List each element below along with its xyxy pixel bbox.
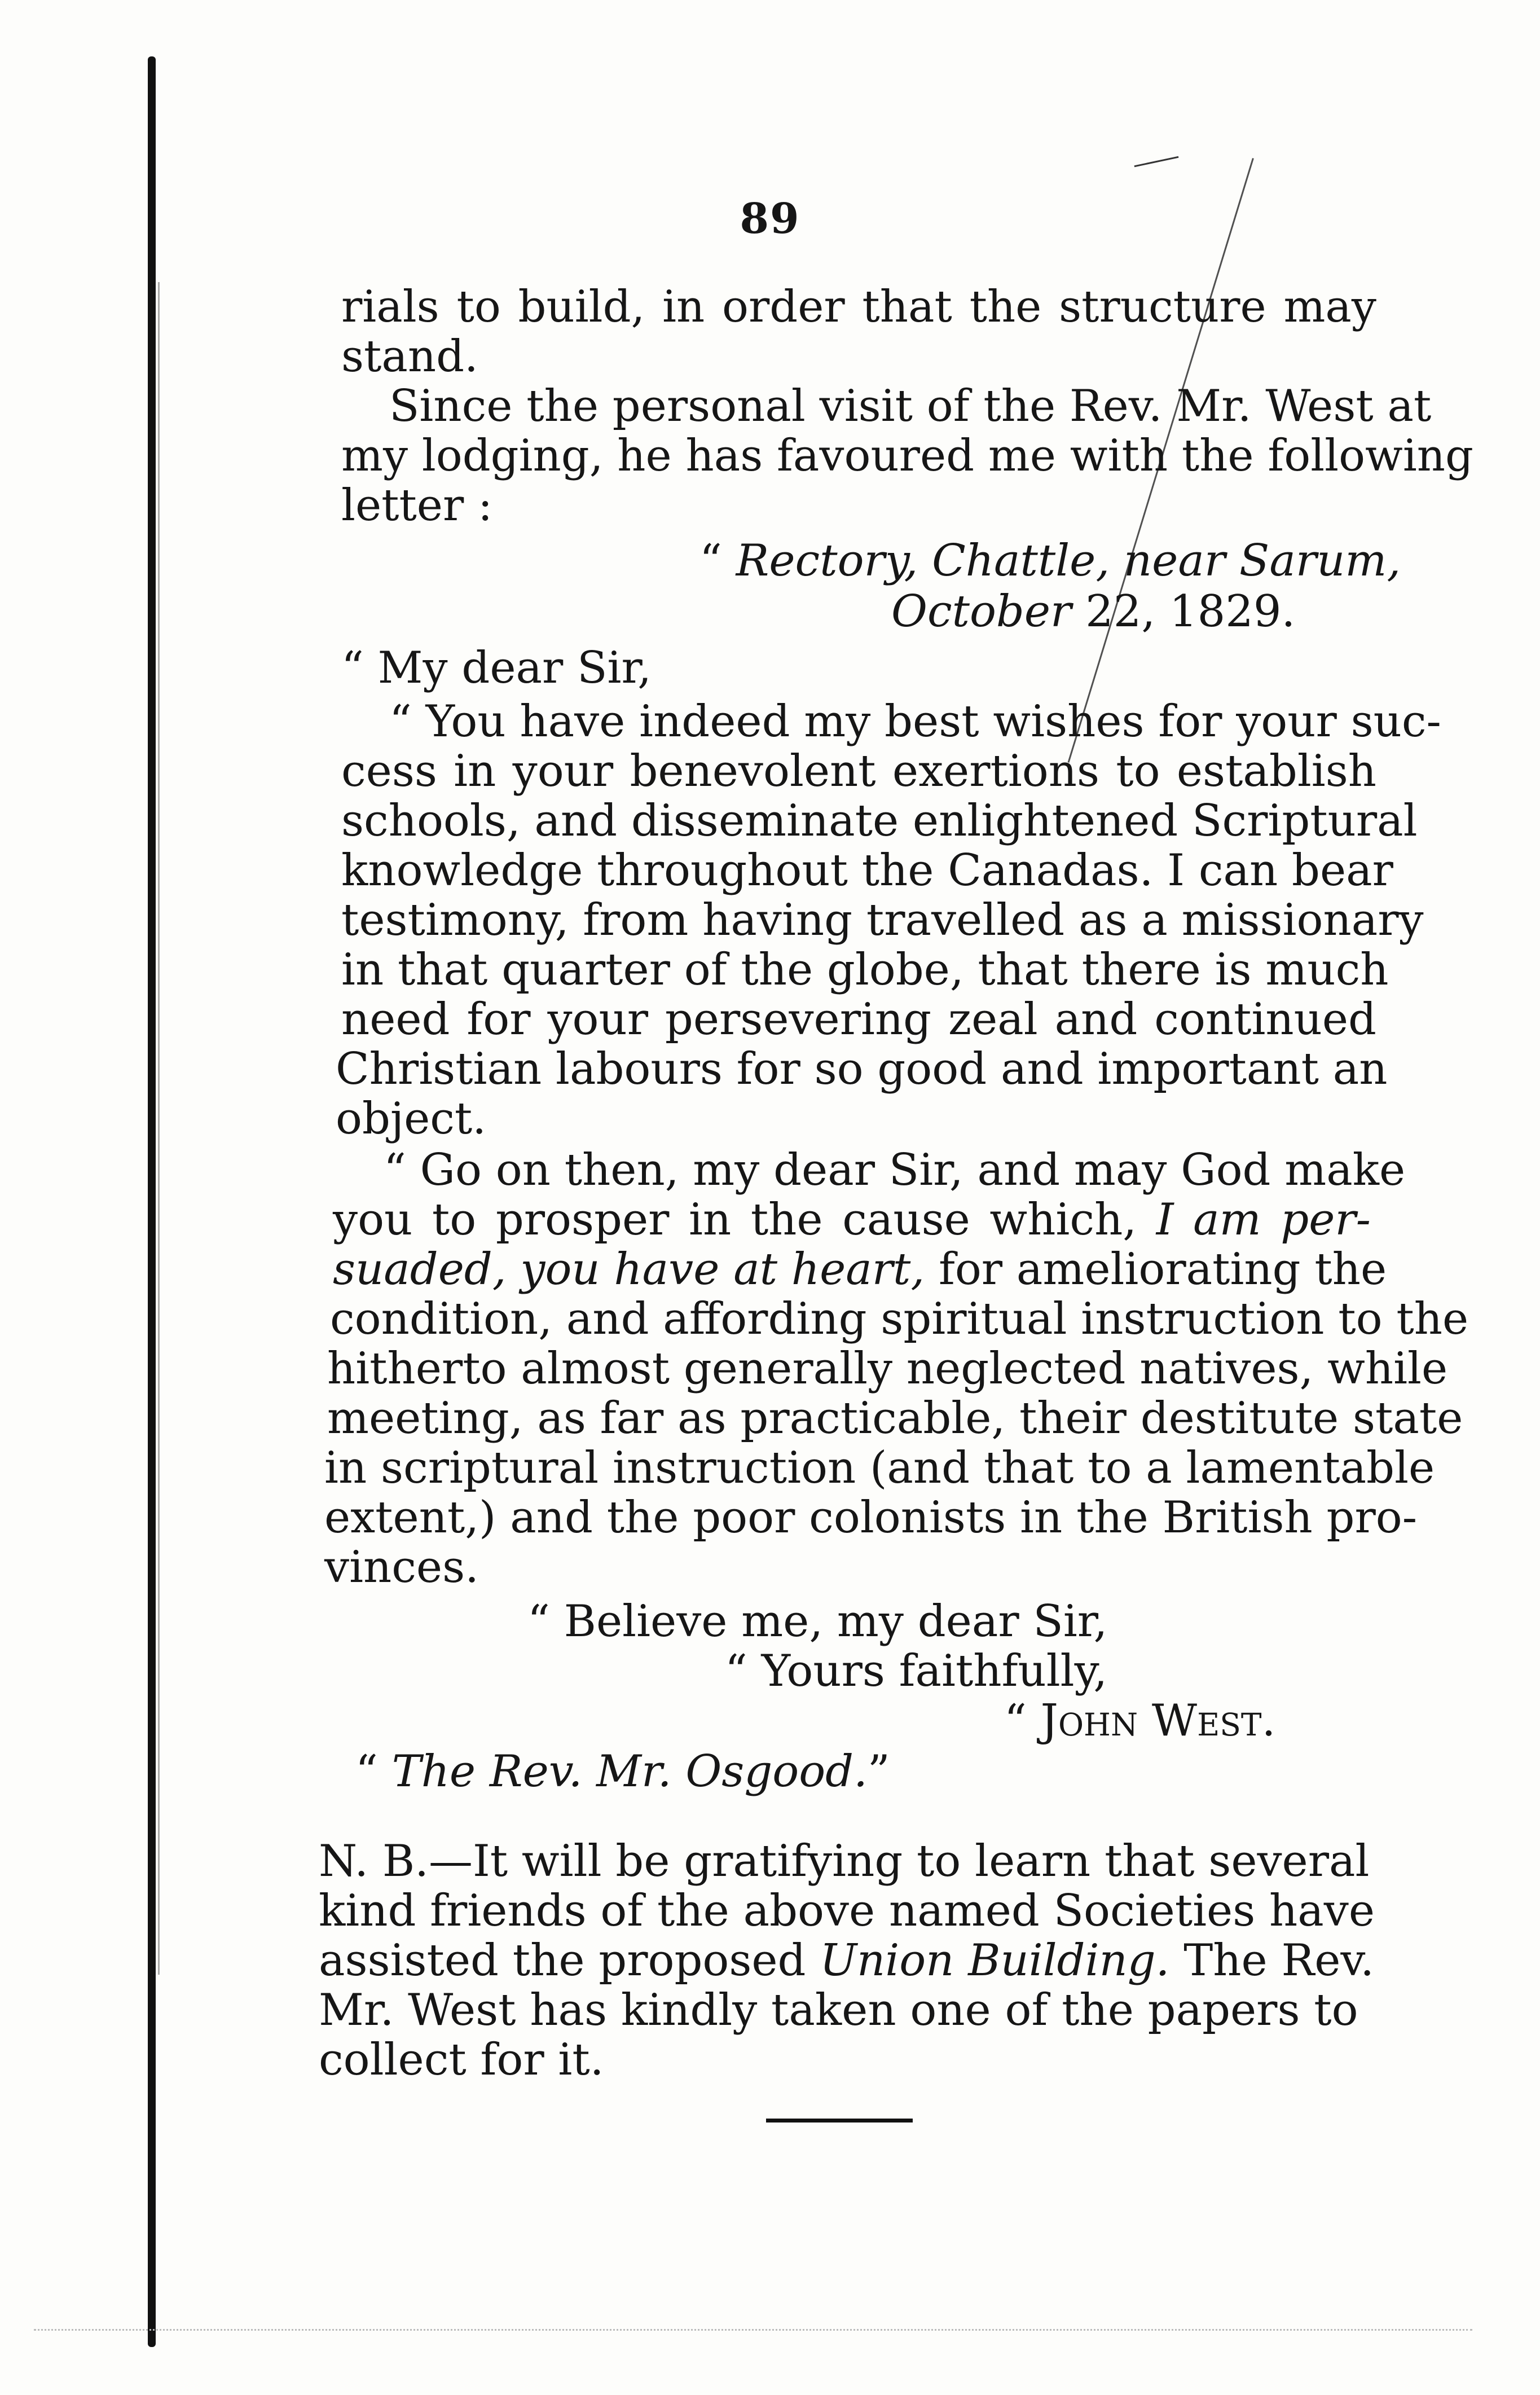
text-line-12: knowledge throughout the Canadas. I can bear (341, 845, 1393, 896)
text-line-20-italic: suaded, you have at heart, (333, 1244, 925, 1295)
letter-date (891, 587, 1295, 636)
text-line-19-regular: you to prosper in the cause which, (333, 1194, 1156, 1245)
text-line-24: in scriptural instruction (and that to a lamentable (324, 1443, 1435, 1493)
letter-address (699, 536, 1401, 586)
end-rule (766, 2119, 913, 2122)
text-line-13: testimony, from having travelled as a missionary (341, 895, 1424, 946)
addressee-name: The Rev. Mr. Osgood. (391, 1746, 868, 1797)
text-line-32: kind friends of the above named Societies have (319, 1886, 1375, 1936)
text-line-14: in that quarter of the globe, that there is much (341, 944, 1389, 995)
text-line-20-regular: for ameliorating the (925, 1244, 1387, 1295)
text-line-26: vinces. (324, 1542, 479, 1593)
addressee (355, 1747, 890, 1796)
binding-shadow (158, 282, 160, 1975)
text-line-25: extent,) and the poor colonists in the British pro- (324, 1492, 1418, 1543)
text-line-11: schools, and disseminate enlightened Scriptural (341, 796, 1418, 846)
text-line-18: “ Go on then, my dear Sir, and may God make (384, 1145, 1406, 1196)
text-line-3: Since the personal visit of the Rev. Mr. West at (389, 381, 1432, 432)
text-line-5: letter : (341, 480, 493, 531)
letter-place: Rectory, Chattle, near Sarum, (736, 535, 1401, 586)
binding-edge (148, 56, 156, 2347)
open-quote: “ (699, 535, 736, 586)
text-line-9: “ You have indeed my best wishes for your suc- (389, 696, 1441, 747)
text-line-2: stand. (341, 331, 478, 382)
closing-believe: “ Believe me, my dear Sir, (527, 1596, 1108, 1647)
text-line-33 (319, 1935, 1374, 1986)
page-number: 89 (740, 195, 800, 243)
text-line-21: condition, and affording spiritual instruction to the (330, 1294, 1469, 1344)
letter-day-year: 22, 1829. (1071, 586, 1296, 637)
bottom-edge-specks (34, 2329, 1472, 2331)
letter-month: October (891, 586, 1072, 637)
text-line-17: object. (336, 1093, 487, 1144)
text-line-16: Christian labours for so good and important an (336, 1044, 1388, 1095)
salutation: “ My dear Sir, (341, 643, 652, 693)
text-line-1: rials to build, in order that the structure may (341, 282, 1376, 332)
text-line-20 (333, 1244, 1387, 1295)
text-line-31: N. B.—It will be gratifying to learn that several (319, 1836, 1370, 1887)
text-line-4: my lodging, he has favoured me with the following (341, 430, 1473, 481)
closing-yours: “ Yours faithfully, (725, 1646, 1108, 1697)
text-line-34: Mr. West has kindly taken one of the papers to (319, 1985, 1358, 2036)
text-line-22: hitherto almost generally neglected natives, while (327, 1343, 1448, 1394)
text-line-10: cess in your benevolent exertions to establish (341, 746, 1376, 797)
text-line-19-italic: I am per- (1156, 1194, 1371, 1245)
text-line-23: meeting, as far as practicable, their destitute state (327, 1393, 1463, 1444)
signature: “ John West. (1004, 1695, 1276, 1746)
text-line-35: collect for it. (319, 2034, 604, 2085)
text-line-19 (333, 1195, 1371, 1245)
text-line-33-italic: Union Building. (820, 1935, 1170, 1986)
text-line-33-regular: assisted the proposed (319, 1935, 820, 1986)
addressee-open-quote: “ (355, 1746, 392, 1797)
addressee-close-quote: ” (867, 1746, 890, 1797)
text-line-33-end: The Rev. (1169, 1935, 1374, 1986)
pencil-dash (1134, 156, 1179, 168)
text-line-15: need for your persevering zeal and continued (341, 994, 1376, 1045)
